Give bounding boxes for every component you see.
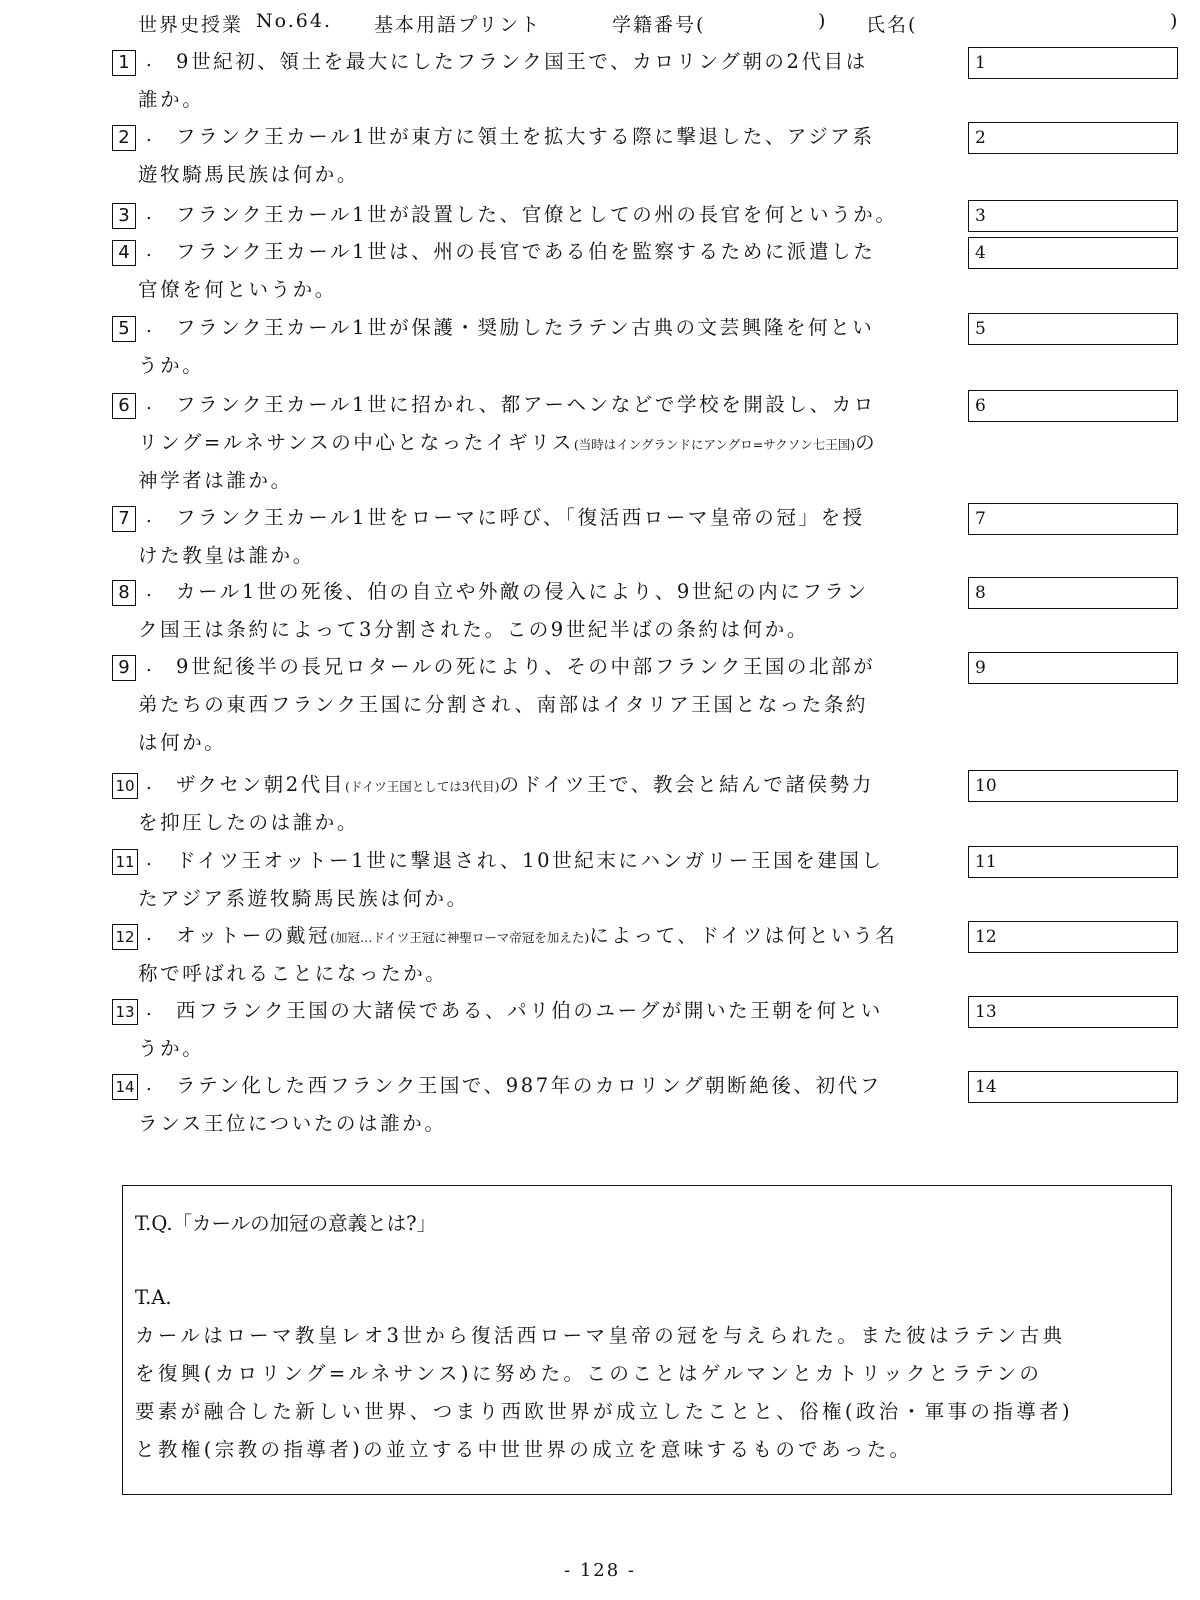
answer-box[interactable]: 6 — [968, 390, 1178, 422]
question-text: リング=ルネサンスの中心となったイギリス — [138, 431, 574, 454]
question-text-line: ラテン化した西フランク王国で、987年のカロリング朝断絶後、初代フ — [176, 1074, 882, 1097]
answer-box[interactable]: 2 — [968, 122, 1178, 154]
question-number-box: 14 — [112, 1074, 138, 1100]
question-dot: . — [146, 1074, 152, 1095]
question-text-line: 弟たちの東西フランク王国に分割され、南部はイタリア王国となった条約 — [138, 693, 869, 716]
question-number-box: 4 — [112, 240, 136, 266]
teacher-answer-line: と教権(宗教の指導者)の並立する中世世界の成立を意味するものであった。 — [135, 1438, 913, 1461]
question-text-line: 西フランク王国の大諸侯である、パリ伯のユーグが開いた王朝を何とい — [176, 999, 883, 1022]
question-text-line: 遊牧騎馬民族は何か。 — [138, 163, 360, 186]
question-dot: . — [146, 655, 152, 676]
answer-box[interactable]: 4 — [968, 237, 1178, 269]
question-number-box: 9 — [112, 655, 136, 681]
student-id-label: 学籍番号( — [612, 14, 706, 36]
question-text-line: ランス王位についたのは誰か。 — [138, 1112, 447, 1135]
question-number-box: 8 — [112, 580, 136, 606]
question-note: (加冠…ドイツ王冠に神聖ローマ帝冠を加えた) — [330, 930, 590, 945]
question-number-box: 6 — [112, 393, 136, 419]
question-dot: . — [146, 240, 152, 261]
teacher-answer-line: を復興(カロリング=ルネサンス)に努めた。このことはゲルマンとカトリックとラテンの — [135, 1362, 1043, 1385]
answer-box[interactable]: 7 — [968, 503, 1178, 535]
question-dot: . — [146, 50, 152, 71]
question-text-line: うか。 — [138, 354, 205, 377]
question-number-box: 13 — [112, 999, 138, 1025]
question-dot: . — [146, 849, 152, 870]
question-text-line: は何か。 — [138, 731, 227, 754]
question-note: (ドイツ王国としては3代目) — [344, 779, 500, 794]
question-number-box: 5 — [112, 316, 136, 342]
question-text: の — [855, 431, 878, 454]
question-text-line — [176, 924, 897, 950]
question-dot: . — [146, 125, 152, 146]
student-id-close: ) — [818, 10, 828, 32]
question-dot: . — [146, 773, 152, 794]
answer-box[interactable]: 5 — [968, 313, 1178, 345]
question-text-line: 9世紀初、領土を最大にしたフランク国王で、カロリング朝の2代目は — [176, 50, 868, 73]
answer-box[interactable]: 8 — [968, 577, 1178, 609]
question-number-box: 3 — [112, 203, 136, 229]
question-number-box: 7 — [112, 506, 136, 532]
question-dot: . — [146, 999, 152, 1020]
question-text-line: 9世紀後半の長兄ロタールの死により、その中部フランク王国の北部が — [176, 655, 876, 678]
question-text-line — [138, 431, 877, 457]
question-dot: . — [146, 316, 152, 337]
question-text-line: カール1世の死後、伯の自立や外敵の侵入により、9世紀の内にフラン — [176, 580, 869, 603]
name-label: 氏名( — [866, 14, 918, 36]
answer-box[interactable]: 11 — [968, 846, 1178, 878]
question-text-line: たアジア系遊牧騎馬民族は何か。 — [138, 887, 469, 910]
question-text-line: フランク王カール1世が設置した、官僚としての州の長官を何というか。 — [176, 203, 898, 226]
question-text-line: ドイツ王オットー1世に撃退され、10世紀末にハンガリー王国を建国し — [176, 849, 884, 872]
question-text-line: 称で呼ばれることになったか。 — [138, 962, 448, 985]
question-text-line: フランク王カール1世に招かれ、都アーヘンなどで学校を開設し、カロ — [176, 393, 876, 416]
question-text: オットーの戴冠 — [176, 924, 331, 947]
worksheet-header — [138, 10, 1178, 42]
teacher-question: T.Q.「カールの加冠の意義とは?」 — [135, 1212, 437, 1235]
teacher-answer-label: T.A. — [135, 1286, 172, 1309]
question-text-line: 誰か。 — [138, 88, 205, 111]
answer-box[interactable]: 14 — [968, 1071, 1178, 1103]
answer-box[interactable]: 1 — [968, 47, 1178, 79]
question-dot: . — [146, 393, 152, 414]
question-text: のドイツ王で、教会と結んで諸侯勢力 — [499, 773, 874, 796]
question-dot: . — [146, 580, 152, 601]
question-text: ザクセン朝2代目 — [176, 773, 345, 796]
answer-box[interactable]: 9 — [968, 652, 1178, 684]
question-text-line: を抑圧したのは誰か。 — [138, 811, 360, 834]
page-number: - 128 - — [564, 1560, 636, 1581]
question-text-line: フランク王カール1世をローマに呼び、「復活西ローマ皇帝の冠」を授 — [176, 506, 865, 529]
question-text-line: 神学者は誰か。 — [138, 469, 293, 492]
question-number-box: 1 — [112, 50, 136, 76]
question-text-line: ク国王は条約によって3分割された。この9世紀半ばの条約は何か。 — [138, 618, 809, 641]
question-number-box: 2 — [112, 125, 136, 151]
answer-box[interactable]: 12 — [968, 921, 1178, 953]
answer-box[interactable]: 10 — [968, 770, 1178, 802]
question-text: によって、ドイツは何という名 — [589, 924, 898, 947]
teacher-answer-line: 要素が融合した新しい世界、つまり西欧世界が成立したことと、俗権(政治・軍事の指導者) — [135, 1400, 1074, 1423]
teacher-question-box — [122, 1185, 1172, 1495]
question-dot: . — [146, 203, 152, 224]
question-note: (当時はイングランドにアングロ=サクソン七王国) — [573, 437, 856, 452]
question-text-line: フランク王カール1世が保護・奨励したラテン古典の文芸興隆を何とい — [176, 316, 875, 339]
question-text-line: けた教皇は誰か。 — [138, 544, 315, 567]
question-number-box: 10 — [112, 773, 138, 799]
question-text-line: フランク王カール1世は、州の長官である伯を監察するために派遣した — [176, 240, 876, 263]
name-close: ) — [1170, 10, 1180, 32]
question-dot: . — [146, 506, 152, 527]
teacher-answer-line: カールはローマ教皇レオ3世から復活西ローマ皇帝の冠を与えられた。また彼はラテン古典 — [135, 1324, 1066, 1347]
course-name: 世界史授業 — [138, 14, 244, 36]
question-text-line: フランク王カール1世が東方に領土を拡大する際に撃退した、アジア系 — [176, 125, 875, 148]
question-text-line — [176, 773, 874, 799]
question-dot: . — [146, 924, 152, 945]
answer-box[interactable]: 3 — [968, 200, 1178, 232]
question-text-line: うか。 — [138, 1037, 205, 1060]
question-number-box: 12 — [112, 924, 138, 950]
print-number: No.64. — [256, 10, 332, 32]
question-text-line: 官僚を何というか。 — [138, 278, 337, 301]
print-title: 基本用語プリント — [374, 14, 542, 36]
question-number-box: 11 — [112, 849, 138, 875]
answer-box[interactable]: 13 — [968, 996, 1178, 1028]
